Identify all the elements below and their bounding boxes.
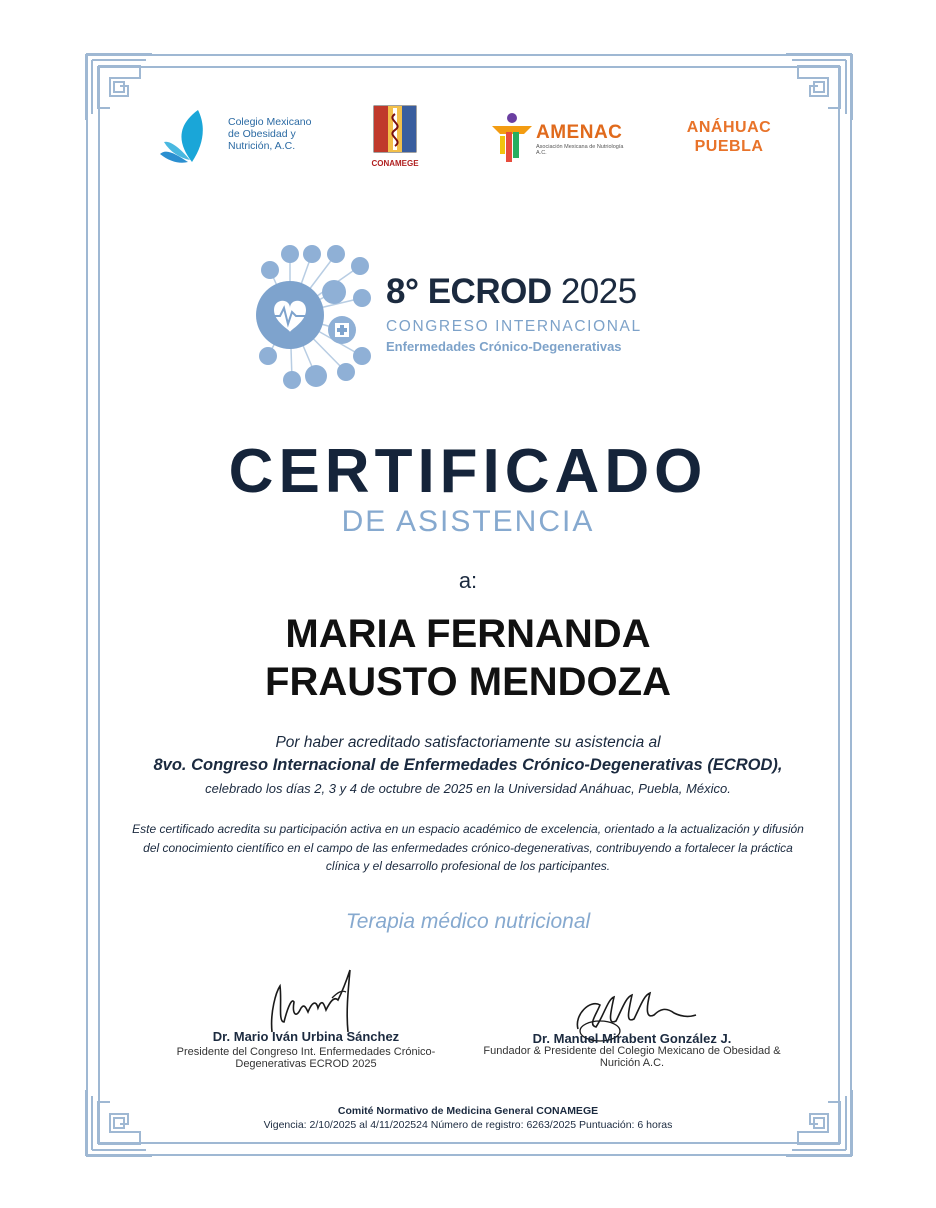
signature-1-role: Presidente del Congreso Int. Enfermedades Crónico-Degenerativas ECROD 2025 [176,1046,436,1070]
ecrod-edition: 8° [386,272,419,311]
ecrod-subtitle-topic: Enfermedades Crónico-Degenerativas [386,339,622,354]
cmon-logo [158,104,318,168]
ecrod-medical-emblem [250,240,380,390]
caduceus-icon [364,104,426,158]
anahuac-puebla-logo [674,118,784,156]
body-line-3: celebrado los días 2, 3 y 4 de octubre de 2025 en la Universidad Anáhuac, Puebla, México. [205,781,731,796]
conamege-logo-text: CONAMEGE [371,159,419,168]
ecrod-year: 2025 [560,272,637,311]
anahuac-logo-line1: ANÁHUAC [686,119,772,136]
body-paragraph: Este certificado acredita su participación activa en un espacio académico de excelencia, orientado a la actualización y difusión del conocimiento científico en el campo de las enfermedades crónico-degenerativas, contribuyendo a fortalecer la práctica clínica y el desarrollo profesional de los participantes. [132,822,804,873]
signature-2-name: Dr. Manuel Mirabent González J. [532,1031,732,1046]
specialty-label: Terapia médico nutricional [345,910,591,933]
amenac-logo-subtitle: Asociación Mexicana de Nutriología A.C. [536,144,624,156]
cmon-logo-text: Colegio Mexicano de Obesidad y Nutrición, A.C. [228,116,312,152]
ecrod-name: ECROD [427,272,552,311]
certificate-subtitle: DE ASISTENCIA [341,505,595,538]
certificate-to-label: a: [458,568,478,593]
signature-2-role: Fundador & Presidente del Colegio Mexicano de Obesidad & Nurición A.C. [483,1045,781,1069]
amenac-logo-name: AMENAC [536,122,623,143]
body-line-2: 8vo. Congreso Internacional de Enfermedades Crónico-Degenerativas (ECROD), [153,756,783,774]
recipient-name-line1: MARIA FERNANDA [285,612,651,656]
people-figure-icon [488,112,534,166]
butterfly-icon [158,104,228,168]
footer-details: Vigencia: 2/10/2025 al 4/11/202524 Número de registro: 6263/2025 Puntuación: 6 horas [263,1119,673,1131]
anahuac-logo-line2: PUEBLA [694,138,764,155]
recipient-name [0,610,936,706]
ecrod-event-title [386,272,686,312]
ecrod-subtitle: CONGRESO INTERNACIONAL [386,318,642,335]
footer-committee: Comité Normativo de Medicina General CONAMEGE [337,1105,599,1117]
signature-1-name: Dr. Mario Iván Urbina Sánchez [212,1029,400,1044]
corner-ornament-top-left [84,52,154,122]
corner-ornament-top-right [784,52,854,122]
certificate-inner-border [98,66,840,1144]
conamege-logo [364,104,426,170]
certificate-title: CERTIFICADO [228,437,708,506]
body-line-1: Por haber acreditado satisfactoriamente su asistencia al [275,734,661,751]
recipient-name-line2: FRAUSTO MENDOZA [265,660,671,704]
amenac-logo [488,112,638,166]
